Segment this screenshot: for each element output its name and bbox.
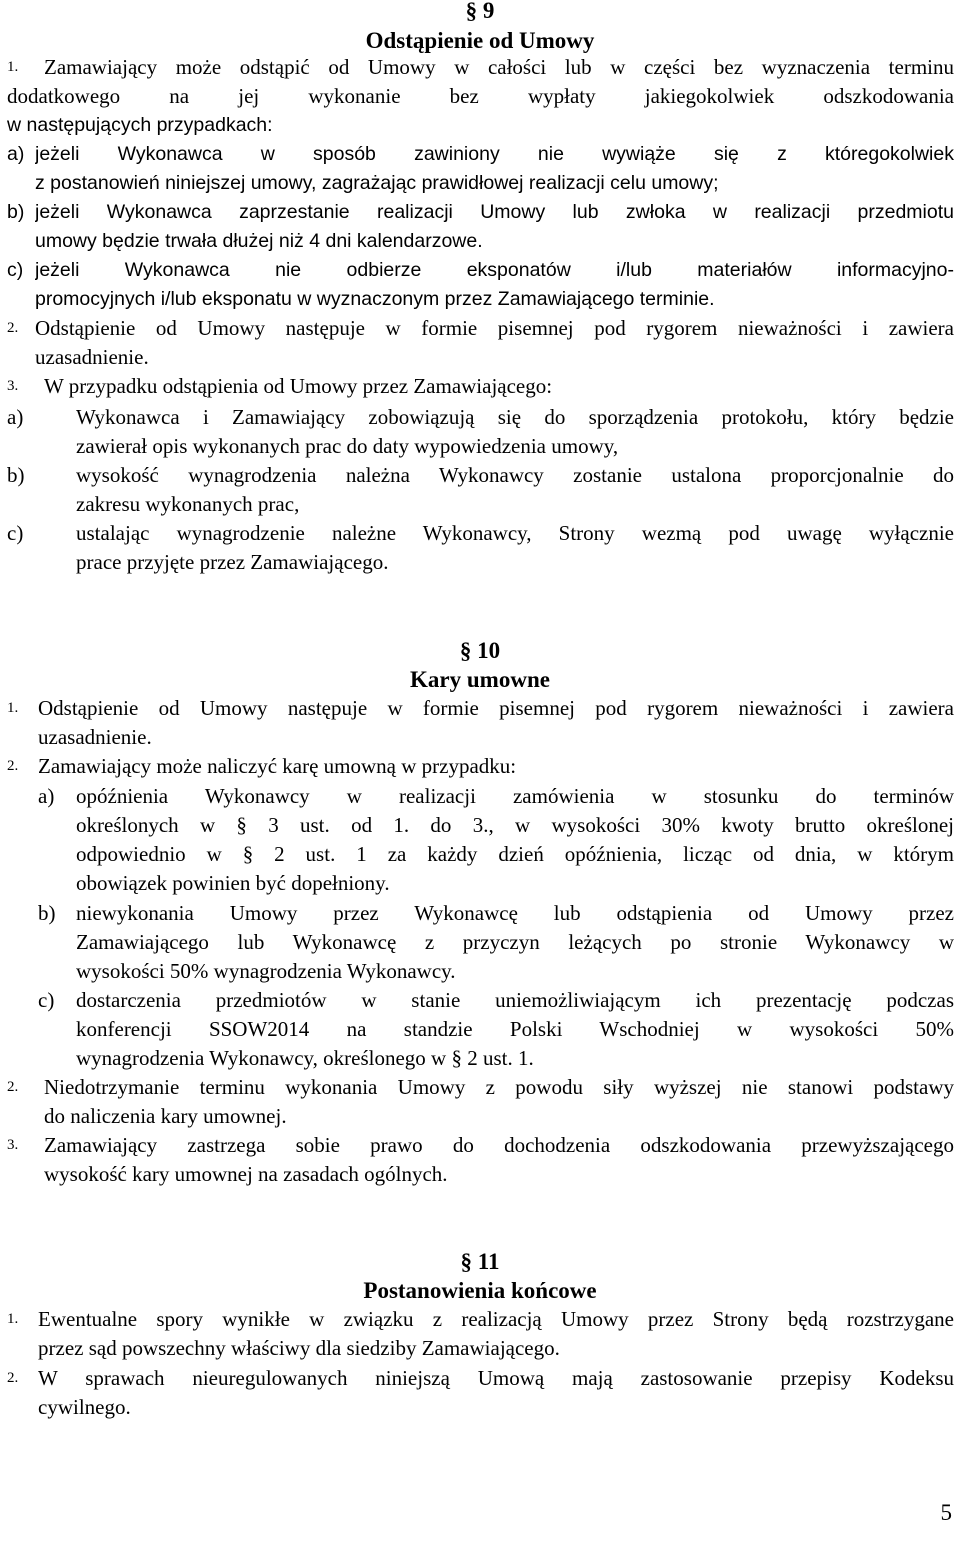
s10-p2b-line-3 [0,957,960,986]
paragraph-line: W sprawach nieuregulowanych niniejszą Umową mają zastosowanie przepisy Kodeksu [38,1366,954,1390]
paragraph-line: W przypadku odstąpienia od Umowy przez Zamawiającego: [44,374,553,398]
s10-p3-line-1 [0,1073,960,1102]
paragraph-line: konferencji SSOW2014 na standzie Polski Wschodniej w wysokości 50% [76,1017,954,1041]
list-letter: a) [7,143,25,165]
s10-p1-line-1 [0,694,960,723]
paragraph-line: odpowiednio w § 2 ust. 1 za każdy dzień opóźnienia, licząc od dnia, w którym [76,842,954,866]
s10-p2a-line-3 [0,840,960,869]
list-number: 3. [7,1137,19,1153]
s10-p4-line-1 [0,1131,960,1160]
s9-p1c-line-1 [0,256,960,285]
paragraph-line: określonych w § 3 ust. od 1. do 3., w wysokości 30% kwoty brutto określonej [76,813,954,837]
list-letter: c) [7,259,24,281]
list-number: 1. [7,700,19,716]
s9-p2-line-2 [0,343,960,372]
paragraph-line: niewykonania Umowy przez Wykonawcę lub odstąpienia od Umowy przez [76,901,954,925]
paragraph-line: umowy będzie trwała dłużej niż 4 dni kalendarzowe. [35,230,483,252]
s10-p2a-line-1 [0,782,960,811]
s10-p2c-line-2 [0,1015,960,1044]
list-letter: a) [38,784,55,808]
paragraph-line: dostarczenia przedmiotów w stanie uniemożliwiającym ich prezentację podczas [76,988,954,1012]
s10-p3-line-2 [0,1102,960,1131]
paragraph-line: Zamawiającego lub Wykonawcę z przyczyn leżących po stronie Wykonawcy w [76,930,954,954]
list-number: 2. [7,1370,19,1386]
s11-p2-line-2 [0,1393,960,1422]
paragraph-line: zakresu wykonanych prac, [76,492,300,516]
paragraph-line: ustalając wynagrodzenie należne Wykonawcy, Strony wezmą pod uwagę wyłącznie [76,521,954,545]
paragraph-line: opóźnienia Wykonawcy w realizacji zamówienia w stosunku do terminów [76,784,954,808]
list-letter: c) [7,521,24,545]
s9-p3c-line-1 [0,519,960,548]
paragraph-line: jeżeli Wykonawca w sposób zawiniony nie wywiąże się z któregokolwiek [35,143,954,165]
paragraph-line: cywilnego. [38,1395,131,1419]
section-10-number: § 10 [459,638,501,663]
paragraph-line: w następujących przypadkach: [7,114,273,136]
s9-p2-line-1 [0,314,960,343]
paragraph-line: Odstąpienie od Umowy następuje w formie pisemnej pod rygorem nieważności i zawiera [38,696,954,720]
paragraph-line: jeżeli Wykonawca nie odbierze eksponatów i/lub materiałów informacyjno- [35,259,954,281]
paragraph-line: uzasadnienie. [38,725,152,749]
page-number: 5 [940,1500,952,1525]
s10-p2-line-1 [0,752,960,781]
paragraph-line: wynagrodzenia Wykonawcy, określonego w § 2 ust. 1. [76,1046,534,1070]
paragraph-line: prace przyjęte przez Zamawiającego. [76,550,389,574]
paragraph-line: wysokości 50% wynagrodzenia Wykonawcy. [76,959,456,983]
s9-p1-line-3 [0,111,960,140]
section-9-title: Odstąpienie od Umowy [365,28,595,53]
list-letter: c) [38,988,55,1012]
s9-p3a-line-1 [0,403,960,432]
paragraph-line: Zamawiający zastrzega sobie prawo do dochodzenia odszkodowania przewyższającego [44,1133,954,1157]
s9-p3b-line-1 [0,461,960,490]
section-10-title: Kary umowne [410,667,550,692]
s9-p1b-line-1 [0,198,960,227]
s11-p1-line-2 [0,1334,960,1363]
s10-p2c-line-3 [0,1044,960,1073]
paragraph-line: jeżeli Wykonawca zaprzestanie realizacji Umowy lub zwłoka w realizacji przedmiotu [35,201,954,223]
paragraph-line: obowiązek powinien być dopełniony. [76,871,390,895]
paragraph-line: zawierał opis wykonanych prac do daty wypowiedzenia umowy, [76,434,619,458]
paragraph-line: uzasadnienie. [35,345,149,369]
list-number: 1. [7,59,19,75]
s9-p1b-line-2 [0,227,960,256]
paragraph-line: Ewentualne spory wynikłe w związku z realizacją Umowy przez Strony będą rozstrzygane [38,1307,954,1331]
s9-p1c-line-2 [0,285,960,314]
s10-p2b-line-1 [0,899,960,928]
list-number: 3. [7,378,19,394]
s9-p3b-line-2 [0,490,960,519]
s10-p2b-line-2 [0,928,960,957]
paragraph-line: Wykonawca i Zamawiający zobowiązują się do sporządzenia protokołu, który będzie [76,405,954,429]
paragraph-line: wysokość wynagrodzenia należna Wykonawcy zostanie ustalona proporcjonalnie do [76,463,954,487]
paragraph-line: do naliczenia kary umownej. [44,1104,287,1128]
section-11-title: Postanowienia końcowe [363,1278,597,1303]
s10-p2c-line-1 [0,986,960,1015]
s9-p1-line-1 [0,53,960,82]
paragraph-line: dodatkowego na jej wykonanie bez wypłaty jakiegokolwiek odszkodowania [7,84,954,108]
s9-p1-line-2 [0,82,960,111]
s9-p1a-line-2 [0,169,960,198]
paragraph-line: przez sąd powszechny właściwy dla siedziby Zamawiającego. [38,1336,560,1360]
paragraph-line: wysokość kary umownej na zasadach ogólnych. [44,1162,448,1186]
section-9-number: § 9 [465,0,495,23]
s10-p1-line-2 [0,723,960,752]
s10-p2a-line-2 [0,811,960,840]
section-11-number: § 11 [460,1249,500,1274]
s9-p3-line-1 [0,372,960,401]
list-letter: b) [7,463,25,487]
s11-p1-line-1 [0,1305,960,1334]
paragraph-line: Odstąpienie od Umowy następuje w formie pisemnej pod rygorem nieważności i zawiera [35,316,954,340]
list-letter: a) [7,405,24,429]
list-number: 2. [7,1079,19,1095]
paragraph-line: promocyjnych i/lub eksponatu w wyznaczonym przez Zamawiającego terminie. [35,288,715,310]
list-letter: b) [38,901,56,925]
s10-p2a-line-4 [0,869,960,898]
s9-p1a-line-1 [0,140,960,169]
list-number: 2. [7,320,19,336]
paragraph-line: Niedotrzymanie terminu wykonania Umowy z powodu siły wyższej nie stanowi podstawy [44,1075,954,1099]
s11-p2-line-1 [0,1364,960,1393]
paragraph-line: z postanowień niniejszej umowy, zagrażając prawidłowej realizacji celu umowy; [35,172,719,194]
list-number: 2. [7,758,19,774]
list-letter: b) [7,201,25,223]
paragraph-line: Zamawiający może odstąpić od Umowy w całości lub w części bez wyznaczenia terminu [44,55,954,79]
list-number: 1. [7,1311,19,1327]
s10-p4-line-2 [0,1160,960,1189]
s9-p3a-line-2 [0,432,960,461]
s9-p3c-line-2 [0,548,960,577]
paragraph-line: Zamawiający może naliczyć karę umowną w przypadku: [38,754,517,778]
